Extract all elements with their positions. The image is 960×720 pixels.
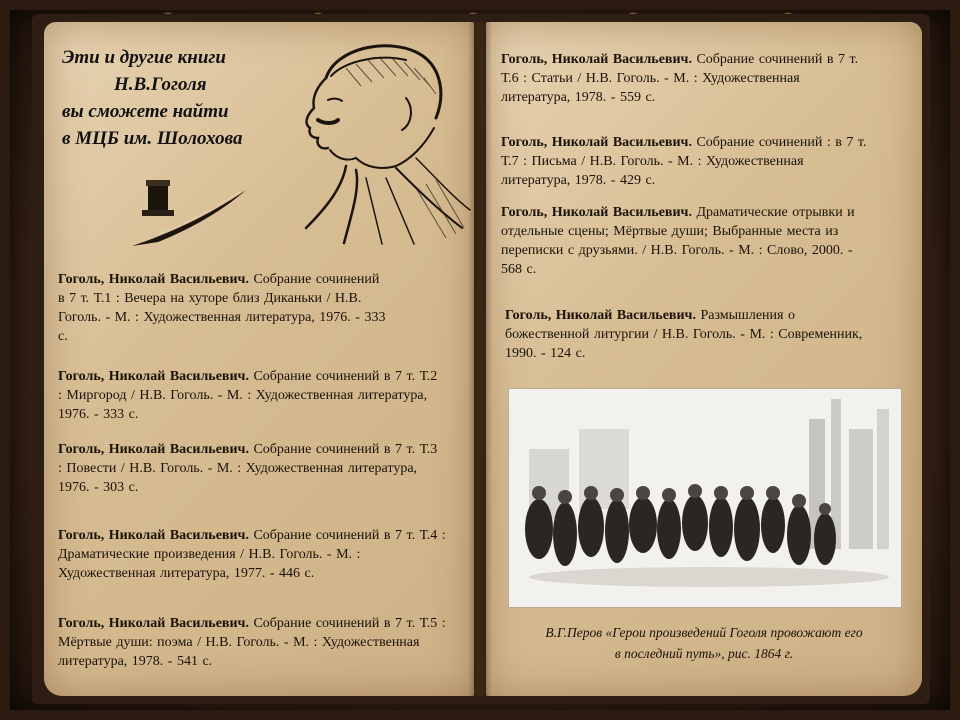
book-entry: [501, 203, 877, 279]
entry-author: Гоголь, Николай Васильевич.: [58, 528, 249, 543]
entry-text: Собрание сочинений в 7 т. Т.2 : Миргород / Н.В. Гоголь. - М. : Художественная литература, 1976. - 333 с.: [58, 369, 438, 422]
book-entry: [58, 367, 438, 424]
entry-author: Гоголь, Николай Васильевич.: [58, 369, 249, 384]
book-entry: [58, 614, 460, 671]
headline-line: в МЦБ им. Шолохова: [62, 128, 243, 149]
entry-text: Драматические отрывки и отдельные сцены; Мёртвые души; Выбранные места из переписки с друзьями. / Н.В. Гоголь. - М. : Слово, 2000. - 568 с.: [501, 205, 855, 277]
book-entry: [505, 306, 877, 363]
perov-crowd-illustration: [508, 388, 902, 608]
headline-line: Н.В.Гоголя: [114, 74, 207, 95]
headline: [62, 44, 312, 152]
entry-author: Гоголь, Николай Васильевич.: [501, 205, 692, 220]
book-entry: [58, 270, 388, 346]
headline-line: Эти и другие книги: [62, 47, 226, 68]
entry-text: Собрание сочинений в 7 т. Т.4 : Драматические произведения / Н.В. Гоголь. - М. : Художественная литература, 1977. - 446 с.: [58, 528, 446, 581]
book-entry: [58, 440, 438, 497]
inkwell-quill-icon: [128, 176, 248, 250]
entry-text: Собрание сочинений в 7 т. Т.1 : Вечера на хуторе близ Диканьки / Н.В. Гоголь. - М. : Художественная литература, 1976. - 333 с.: [58, 272, 386, 344]
entry-text: Собрание сочинений в 7 т. Т.5 : Мёртвые души: поэма / Н.В. Гоголь. - М. : Художественная литература, 1978. - 541 с.: [58, 616, 446, 669]
entry-text: Собрание сочинений в 7 т. Т.3 : Повести / Н.В. Гоголь. - М. : Художественная литература, 1976. - 303 с.: [58, 442, 438, 495]
book-entry: [501, 133, 873, 190]
headline-line: вы сможете найти: [62, 101, 229, 122]
book-entry: [58, 526, 458, 583]
entry-text: Собрание сочинений в 7 т. Т.6 : Статьи / Н.В. Гоголь. - М. : Художественная литература, 1978. - 559 с.: [501, 52, 859, 105]
gogol-portrait-sketch: [286, 38, 472, 250]
caption-line: В.Г.Перов «Герои произведений Гоголя провожают его: [545, 625, 863, 640]
entry-author: Гоголь, Николай Васильевич.: [58, 442, 249, 457]
entry-author: Гоголь, Николай Васильевич.: [501, 135, 692, 150]
book-entry: [501, 50, 871, 107]
caption-line: в последний путь», рис. 1864 г.: [614, 646, 794, 661]
entry-author: Гоголь, Николай Васильевич.: [501, 52, 692, 67]
entry-author: Гоголь, Николай Васильевич.: [58, 272, 249, 287]
entry-author: Гоголь, Николай Васильевич.: [505, 308, 696, 323]
entry-text: Собрание сочинений : в 7 т. Т.7 : Письма / Н.В. Гоголь. - М. : Художественная литература, 1978. - 429 с.: [501, 135, 867, 188]
entry-text: Размышления о божественной литургии / Н.В. Гоголь. - М. : Современник, 1990. - 124 с.: [505, 308, 863, 361]
illustration-caption: [508, 622, 900, 664]
entry-author: Гоголь, Николай Васильевич.: [58, 616, 249, 631]
